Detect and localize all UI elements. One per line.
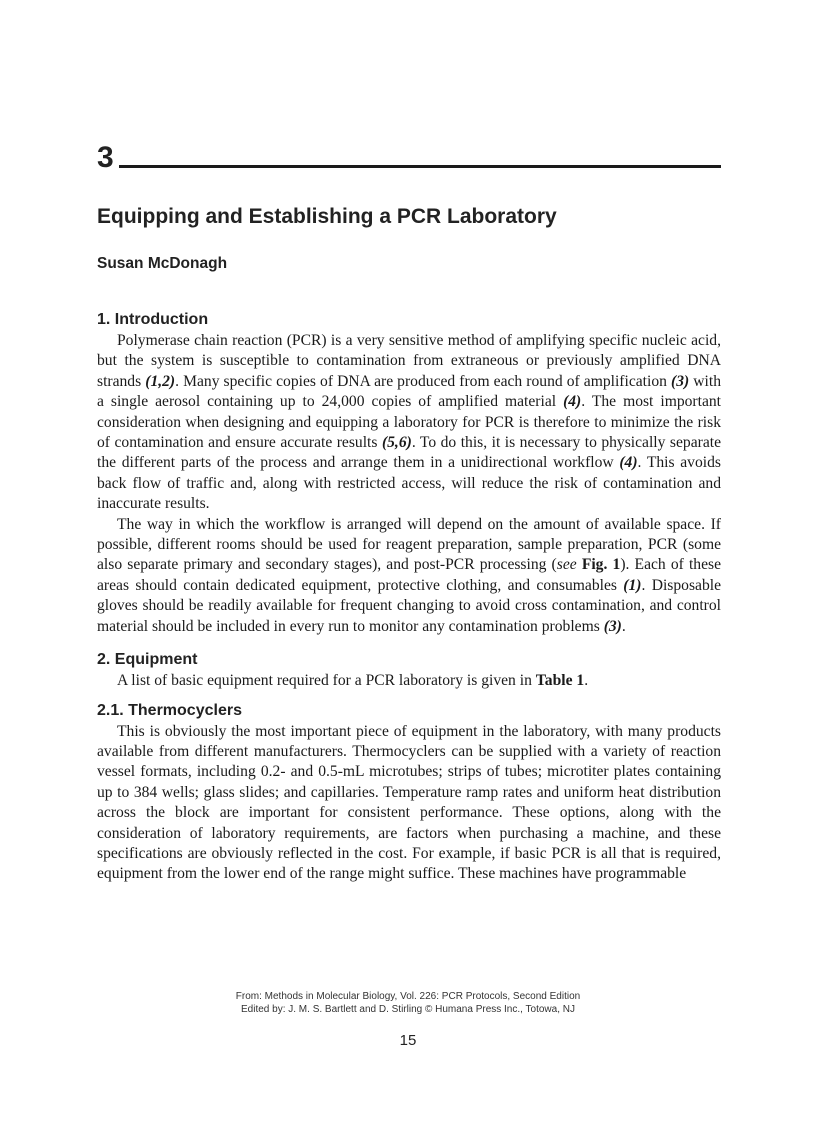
author-name: Susan McDonagh — [97, 255, 228, 272]
source-footer — [0, 990, 816, 1016]
see-reference: see — [556, 556, 577, 574]
citation: (3) — [671, 372, 690, 390]
citation: (4) — [619, 454, 638, 472]
intro-paragraph-1: Polymerase chain reaction (PCR) is a very sensitive method of amplifying specific nucleic acid, but the system is susceptible to contamination from extraneous or previously amplified DNA strands (1,2). Many specific copies of DNA are produced from each round of amplification (3) with a single aerosol containing up to 24,000 copies of amplified material (4). The most important consideration when designing and equipping a laboratory for PCR is therefore to minimize the risk of contamination and ensure accurate results (5,6). To do this, it is necessary to physically separate the different parts of the process and arrange them in a unidirectional workflow (4). This avoids back flow of traffic and, along with restricted access, will reduce the risk of contamination and inaccurate results. — [97, 332, 722, 513]
intro-paragraph-2: The way in which the workflow is arranged will depend on the amount of available space. If possible, different rooms should be used for reagent preparation, sample preparation, PCR (some also separate primary and secondary stages), and post-PCR processing (see Fig. 1). Each of these areas should contain dedicated equipment, protective clothing, and consumables (1). Disposable gloves should be readily available for frequent changing to avoid cross contamination, and control material should be included in every run to monitor any contamination problems (3). — [97, 515, 722, 635]
citation: (1) — [623, 576, 642, 594]
chapter-number: 3 — [97, 141, 114, 174]
chapter-rule — [119, 165, 721, 168]
section-heading-equipment: 2. Equipment — [97, 651, 198, 669]
figure-reference: Fig. 1 — [581, 556, 621, 574]
citation: (5,6) — [381, 434, 412, 452]
table-reference: Table 1 — [535, 672, 585, 690]
chapter-body — [97, 309, 721, 885]
section-heading-introduction: 1. Introduction — [97, 311, 209, 328]
chapter-title: Equipping and Establishing a PCR Laboratory — [97, 205, 557, 228]
citation: (1,2) — [145, 372, 176, 390]
thermocyclers-paragraph: This is obviously the most important piece of equipment in the laboratory, with many products available from different manufacturers. Thermocyclers can be supplied with a variety of reaction vessel formats, including 0.2- and 0.5-mL microtubes; strips of tubes; microtiter plates containing up to 384 wells; glass slides; and capillaries. Temperature ramp rates and uniform heat distribution across the block are important for consistent performance. These options, along with the consideration of laboratory requirements, are factors when purchasing a machine, and these specifications are obviously reflected in the cost. For example, if basic PCR is all that is required, equipment from the lower end of the range might suffice. These machines have programmable — [97, 722, 721, 883]
section-heading-thermocyclers: 2.1. Thermocyclers — [97, 701, 242, 719]
page-number: 15 — [399, 1032, 417, 1049]
footer-editors-line: Edited by: J. M. S. Bartlett and D. Stirling © Humana Press Inc., Totowa, NJ — [241, 1004, 575, 1015]
footer-source-line: From: Methods in Molecular Biology, Vol. 226: PCR Protocols, Second Edition — [235, 991, 581, 1002]
chapter-header — [97, 141, 721, 173]
citation: (3) — [603, 617, 622, 635]
citation: (4) — [563, 393, 582, 411]
equipment-paragraph: A list of basic equipment required for a PCR laboratory is given in Table 1. — [117, 672, 589, 690]
